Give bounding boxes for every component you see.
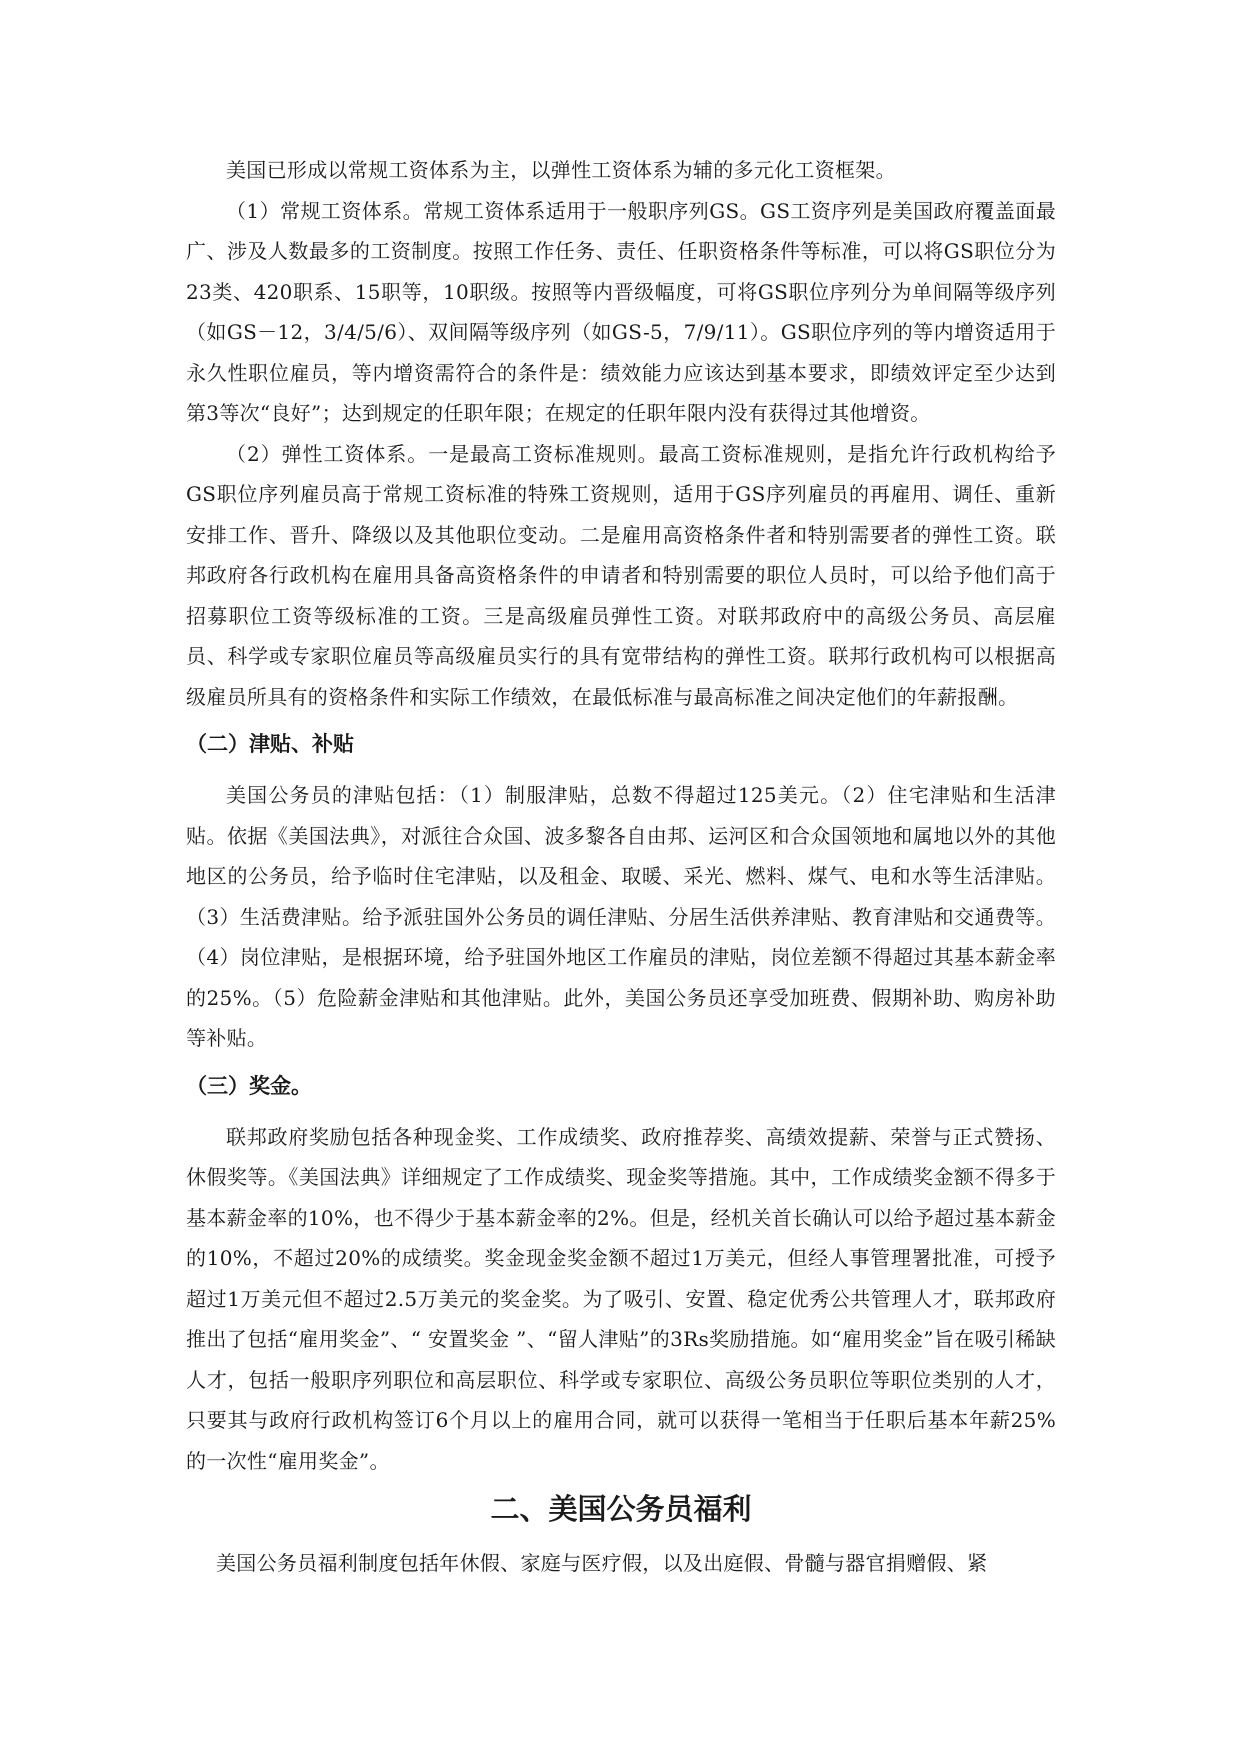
paragraph-bonus: 联邦政府奖励包括各种现金奖、工作成绩奖、政府推荐奖、高绩效提薪、荣誉与正式赞扬、休假奖等。《美国法典》详细规定了工作成绩奖、现金奖等措施。其中，工作成绩奖金额不得多于基本薪金率的10%，也不得少于基本薪金率的2%。但是，经机关首长确认可以给予超过基本薪金的10%，不超过20%的成绩奖。奖金现金奖金额不超过1万美元，但经人事管理署批准，可授予超过1万美元但不超过2.5万美元的奖金奖。为了吸引、安置、稳定优秀公共管理人才，联邦政府推出了包括“雇用奖金”、“ 安置奖金 ”、“留人津贴”的3Rs奖励措施。如“雇用奖金”旨在吸引稀缺人才，包括一般职序列职位和高层职位、科学或专家职位、高级公务员职位等职位类别的人才，只要其与政府行政机构签订6个月以上的雇用合同，就可以获得一笔相当于任职后基本年薪25%的一次性“雇用奖金”。: [186, 1124, 1056, 1473]
heading-allowance: （二）津贴、补贴: [186, 732, 354, 756]
paragraph-regular-salary: （1）常规工资体系。常规工资体系适用于一般职序列GS。GS工资序列是美国政府覆盖面最广、涉及人数最多的工资制度。按照工作任务、责任、任职资格条件等标准，可以将GS职位分为23类、420职系、15职等，10职级。按照等内晋级幅度，可将GS职位序列分为单间隔等级序列（如GS－12，3/4/5/6）、双间隔等级序列（如GS-5，7/9/11）。GS职位序列的等内增资适用于永久性职位雇员，等内增资需符合的条件是：绩效能力应该达到基本要求，即绩效评定至少达到第3等次“良好”；达到规定的任职年限；在规定的任职年限内没有获得过其他增资。: [186, 198, 1056, 425]
paragraph-allowance: 美国公务员的津贴包括：（1）制服津贴，总数不得超过125美元。（2）住宅津贴和生活津贴。依据《美国法典》，对派往合众国、波多黎各自由邦、运河区和合众国领地和属地以外的其他地区的公务员，给予临时住宅津贴，以及租金、取暖、采光、燃料、煤气、电和水等生活津贴。（3）生活费津贴。给予派驻国外公务员的调任津贴、分居生活供养津贴、教育津贴和交通费等。（4）岗位津贴，是根据环境，给予驻国外地区工作雇员的津贴，岗位差额不得超过其基本薪金率的25%。（5）危险薪金津贴和其他津贴。此外，美国公务员还享受加班费、假期补助、购房补助等补贴。: [186, 783, 1056, 1050]
heading-bonus: （三）奖金。: [186, 1073, 312, 1098]
paragraph-intro: 美国已形成以常规工资体系为主，以弹性工资体系为辅的多元化工资框架。: [226, 158, 896, 182]
paragraph-flexible-salary: （2）弹性工资体系。一是最高工资标准规则。最高工资标准规则，是指允许行政机构给予GS职位序列雇员高于常规工资标准的特殊工资规则，适用于GS序列雇员的再雇用、调任、重新安排工作、晋升、降级以及其他职位变动。二是雇用高资格条件者和特别需要者的弹性工资。联邦政府各行政机构在雇用具备高资格条件的申请者和特别需要的职位人员时，可以给予他们高于招募职位工资等级标准的工资。三是高级雇员弹性工资。对联邦政府中的高级公务员、高层雇员、科学或专家职位雇员等高级雇员实行的具有宽带结构的弹性工资。联邦行政机构可以根据高级雇员所具有的资格条件和实际工作绩效，在最低标准与最高标准之间决定他们的年薪报酬。: [186, 441, 1056, 709]
paragraph-welfare: 美国公务员福利制度包括年休假、家庭与医疗假，以及出庭假、骨髓与器官捐赠假、紧: [216, 1551, 988, 1575]
document-page: [186, 150, 1056, 1584]
heading-welfare: 二、美国公务员福利: [490, 1492, 752, 1526]
